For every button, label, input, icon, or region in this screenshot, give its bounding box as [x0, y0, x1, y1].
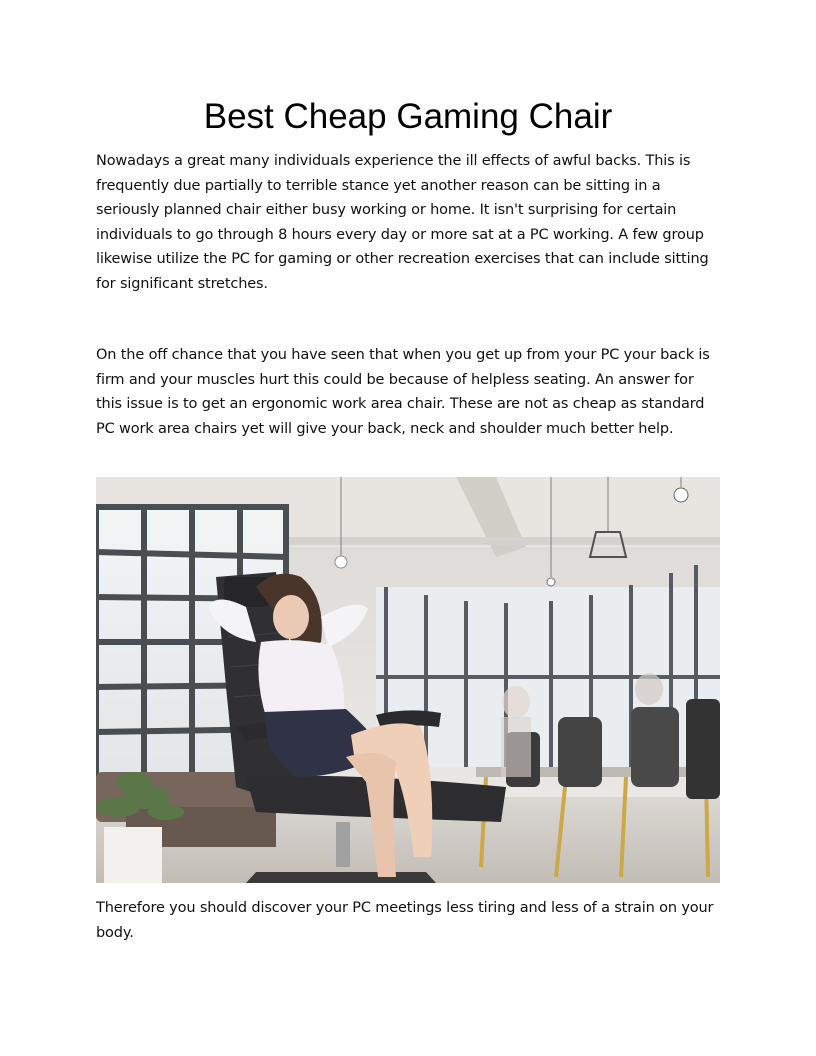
body-paragraph-2: On the off chance that you have seen that when you get up from your PC your back is firm and your muscles hurt this could be because of helpless seating. An answer for this issue is to get an ergonomic work area chair. These are not as cheap as standard PC work area chairs yet will give your back, neck and shoulder much better help. [96, 347, 710, 437]
office-chair-photo [96, 477, 720, 883]
body-paragraph-1: Nowadays a great many individuals experience the ill effects of awful backs. This is frequently due partially to terrible stance yet another reason can be sitting in a seriously planned chair either busy working or home. It isn't surprising for certain individuals to go through 8 hours every day or more sat at a PC working. A few group likewise utilize the PC for gaming or other recreation exercises that can include sitting for significant stretches. [96, 153, 709, 292]
body-paragraph-3: Therefore you should discover your PC meetings less tiring and less of a strain on your body. [96, 900, 714, 941]
page-title: Best Cheap Gaming Chair [203, 97, 613, 136]
